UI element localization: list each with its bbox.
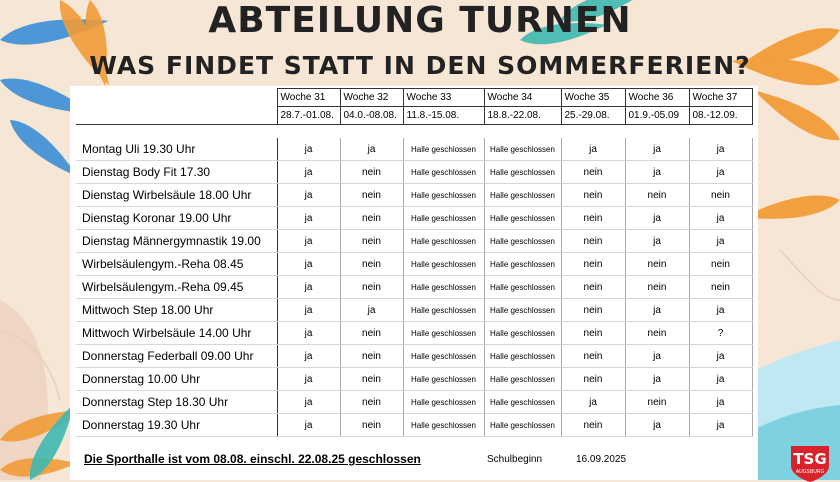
status-cell: Halle geschlossen — [403, 276, 484, 299]
week-label: Woche 37 — [689, 89, 752, 107]
status-cell: ja — [277, 253, 340, 276]
status-cell: Halle geschlossen — [484, 230, 561, 253]
course-row — [76, 391, 752, 414]
status-cell: nein — [689, 184, 752, 207]
status-cell: ja — [625, 230, 689, 253]
status-cell: Halle geschlossen — [403, 230, 484, 253]
course-name: Wirbelsäulengym.-Reha 09.45 — [76, 276, 277, 299]
header-blank-cell — [76, 107, 277, 125]
status-cell: nein — [561, 161, 625, 184]
course-name: Dienstag Männergymnastik 19.00 — [76, 230, 277, 253]
status-cell: nein — [340, 161, 403, 184]
status-cell: Halle geschlossen — [484, 322, 561, 345]
status-cell: nein — [689, 253, 752, 276]
status-cell: ja — [340, 138, 403, 161]
course-row — [76, 161, 752, 184]
status-cell: Halle geschlossen — [403, 299, 484, 322]
course-name: Mittwoch Wirbelsäule 14.00 Uhr — [76, 322, 277, 345]
status-cell: ja — [340, 299, 403, 322]
status-cell: Halle geschlossen — [403, 161, 484, 184]
status-cell: Halle geschlossen — [403, 207, 484, 230]
status-cell: ja — [689, 138, 752, 161]
status-cell: ja — [277, 299, 340, 322]
week-dates: 01.9.-05.09 — [625, 107, 689, 125]
course-name: Dienstag Wirbelsäule 18.00 Uhr — [76, 184, 277, 207]
week-header-row — [76, 89, 752, 107]
week-label: Woche 32 — [340, 89, 403, 107]
status-cell: nein — [340, 322, 403, 345]
status-cell: nein — [340, 207, 403, 230]
status-cell: nein — [561, 253, 625, 276]
status-cell: Halle geschlossen — [484, 253, 561, 276]
week-label: Woche 36 — [625, 89, 689, 107]
course-name: Donnerstag Federball 09.00 Uhr — [76, 345, 277, 368]
status-cell: nein — [625, 322, 689, 345]
status-cell: ja — [689, 161, 752, 184]
week-dates: 28.7.-01.08. — [277, 107, 340, 125]
status-cell: Halle geschlossen — [403, 414, 484, 437]
course-row — [76, 345, 752, 368]
svg-text:TSG: TSG — [793, 450, 827, 468]
week-dates: 11.8.-15.08. — [403, 107, 484, 125]
course-row — [76, 138, 752, 161]
page-subtitle: WAS FINDET STATT IN DEN SOMMERFERIEN? — [89, 51, 751, 80]
status-cell: Halle geschlossen — [403, 391, 484, 414]
week-dates-row — [76, 107, 752, 125]
svg-text:AUGSBURG: AUGSBURG — [795, 469, 825, 475]
status-cell: nein — [340, 345, 403, 368]
course-row — [76, 230, 752, 253]
course-name: Montag Uli 19.30 Uhr — [76, 138, 277, 161]
status-cell: nein — [561, 230, 625, 253]
closure-notice: Die Sporthalle ist vom 08.08. einschl. 22.08.25 geschlossen — [84, 452, 421, 466]
status-cell: nein — [561, 345, 625, 368]
status-cell: ja — [689, 368, 752, 391]
week-dates: 18.8.-22.08. — [484, 107, 561, 125]
course-name: Dienstag Koronar 19.00 Uhr — [76, 207, 277, 230]
course-name: Mittwoch Step 18.00 Uhr — [76, 299, 277, 322]
status-cell: Halle geschlossen — [484, 184, 561, 207]
status-cell: Halle geschlossen — [484, 414, 561, 437]
course-name: Dienstag Body Fit 17.30 — [76, 161, 277, 184]
status-cell: ja — [277, 138, 340, 161]
status-cell: Halle geschlossen — [484, 138, 561, 161]
week-label: Woche 31 — [277, 89, 340, 107]
status-cell: Halle geschlossen — [484, 391, 561, 414]
status-cell: ja — [277, 414, 340, 437]
spacer-cell — [76, 125, 752, 139]
status-cell: ja — [277, 391, 340, 414]
status-cell: nein — [340, 230, 403, 253]
status-cell: ja — [689, 414, 752, 437]
status-cell: ja — [277, 161, 340, 184]
week-dates: 25.-29.08. — [561, 107, 625, 125]
course-row — [76, 368, 752, 391]
status-cell: Halle geschlossen — [484, 345, 561, 368]
status-cell: Halle geschlossen — [403, 253, 484, 276]
status-cell: nein — [561, 207, 625, 230]
status-cell: Halle geschlossen — [484, 299, 561, 322]
schedule-table-body — [76, 89, 752, 437]
status-cell: nein — [689, 276, 752, 299]
course-name: Donnerstag 19.30 Uhr — [76, 414, 277, 437]
course-name: Wirbelsäulengym.-Reha 08.45 — [76, 253, 277, 276]
tsg-logo — [787, 444, 833, 482]
status-cell: ? — [689, 322, 752, 345]
status-cell: ja — [625, 207, 689, 230]
status-cell: ja — [625, 138, 689, 161]
course-row — [76, 299, 752, 322]
status-cell: nein — [561, 322, 625, 345]
week-dates: 08.-12.09. — [689, 107, 752, 125]
spacer-row — [76, 125, 752, 139]
status-cell: nein — [561, 184, 625, 207]
status-cell: ja — [277, 368, 340, 391]
status-cell: Halle geschlossen — [484, 161, 561, 184]
status-cell: ja — [689, 345, 752, 368]
course-name: Donnerstag Step 18.30 Uhr — [76, 391, 277, 414]
status-cell: ja — [689, 391, 752, 414]
status-cell: nein — [340, 414, 403, 437]
week-label: Woche 33 — [403, 89, 484, 107]
status-cell: ja — [561, 138, 625, 161]
status-cell: Halle geschlossen — [403, 322, 484, 345]
status-cell: nein — [340, 184, 403, 207]
status-cell: Halle geschlossen — [484, 207, 561, 230]
status-cell: nein — [625, 276, 689, 299]
status-cell: nein — [561, 299, 625, 322]
status-cell: Halle geschlossen — [403, 138, 484, 161]
course-row — [76, 253, 752, 276]
week-dates: 04.0.-08.08. — [340, 107, 403, 125]
status-cell: nein — [561, 414, 625, 437]
status-cell: ja — [625, 368, 689, 391]
status-cell: ja — [277, 230, 340, 253]
status-cell: ja — [689, 207, 752, 230]
course-row — [76, 414, 752, 437]
status-cell: ja — [277, 207, 340, 230]
course-name: Donnerstag 10.00 Uhr — [76, 368, 277, 391]
status-cell: nein — [625, 253, 689, 276]
course-row — [76, 276, 752, 299]
course-row — [76, 322, 752, 345]
status-cell: nein — [340, 368, 403, 391]
status-cell: ja — [689, 230, 752, 253]
status-cell: nein — [561, 276, 625, 299]
course-row — [76, 207, 752, 230]
course-row — [76, 184, 752, 207]
status-cell: ja — [689, 299, 752, 322]
status-cell: ja — [277, 184, 340, 207]
school-start-label: Schulbeginn — [487, 454, 543, 465]
page-title: ABTEILUNG TURNEN — [208, 0, 632, 41]
status-cell: nein — [340, 276, 403, 299]
week-label: Woche 35 — [561, 89, 625, 107]
status-cell: Halle geschlossen — [484, 368, 561, 391]
status-cell: ja — [277, 276, 340, 299]
status-cell: Halle geschlossen — [403, 368, 484, 391]
status-cell: Halle geschlossen — [403, 184, 484, 207]
school-start-date: 16.09.2025 — [576, 454, 627, 465]
week-label: Woche 34 — [484, 89, 561, 107]
schedule-table — [76, 88, 753, 437]
status-cell: ja — [561, 391, 625, 414]
status-cell: ja — [625, 345, 689, 368]
status-cell: ja — [277, 345, 340, 368]
status-cell: nein — [625, 184, 689, 207]
status-cell: ja — [277, 322, 340, 345]
status-cell: nein — [340, 391, 403, 414]
status-cell: ja — [625, 161, 689, 184]
status-cell: nein — [340, 253, 403, 276]
status-cell: ja — [625, 299, 689, 322]
status-cell: nein — [625, 391, 689, 414]
status-cell: Halle geschlossen — [484, 276, 561, 299]
header-blank-cell — [76, 89, 277, 107]
status-cell: nein — [561, 368, 625, 391]
status-cell: ja — [625, 414, 689, 437]
status-cell: Halle geschlossen — [403, 345, 484, 368]
